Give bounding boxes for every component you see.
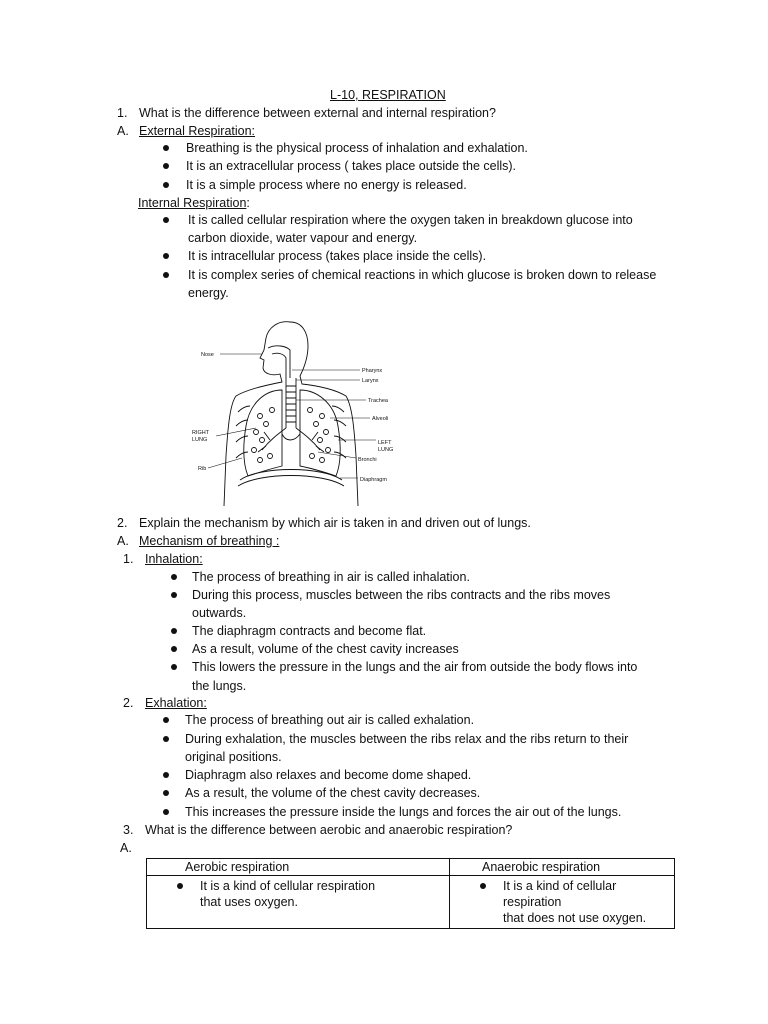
label-nose: Nose: [201, 352, 214, 358]
q2-answer-label: A.: [117, 534, 129, 548]
bullet: [163, 253, 169, 259]
bullet: [163, 272, 169, 278]
inhalation-heading: Inhalation:: [145, 552, 203, 566]
label-trachea: Trachea: [368, 398, 388, 404]
label-diaphragm: Diaphragm: [360, 477, 387, 483]
q1-number: 1.: [117, 106, 128, 120]
aerobic-line-1: It is a kind of cellular respiration: [200, 879, 376, 893]
anaerobic-line-1: It is a kind of cellular respiration: [503, 879, 617, 909]
exhalation-number: 2.: [123, 696, 134, 710]
internal-respiration-heading: [138, 196, 250, 211]
bullet: [171, 664, 177, 670]
bullet: [163, 809, 169, 815]
bullet: [163, 182, 169, 188]
label-left-lung-2: LUNG: [378, 447, 394, 453]
bullet: [171, 646, 177, 652]
table-header-anaerobic: Anaerobic respiration: [450, 859, 675, 876]
respiration-comparison-table: [146, 858, 675, 929]
exhalation-point-5: This increases the pressure inside the lungs and forces the air out of the lungs.: [185, 805, 622, 819]
exhalation-point-1: The process of breathing out air is called exhalation.: [185, 713, 475, 727]
table-header-aerobic: Aerobic respiration: [147, 859, 450, 876]
inhalation-point-5-line-2: the lungs.: [192, 679, 247, 693]
bullet: [163, 145, 169, 151]
external-point-1: Breathing is the physical process of inhalation and exhalation.: [186, 141, 528, 155]
label-alveoli: Alveoli: [372, 416, 389, 422]
table-cell-aerobic: [147, 876, 450, 929]
exhalation-heading: Exhalation:: [145, 696, 207, 710]
q1-question: What is the difference between external and internal respiration?: [139, 106, 496, 120]
anaerobic-line-2: that does not use oxygen.: [503, 911, 647, 925]
bullet: [163, 163, 169, 169]
external-point-2: It is an extracellular process ( takes place outside the cells).: [186, 159, 517, 173]
label-larynx: Larynx: [362, 378, 379, 384]
table-row: [147, 876, 675, 929]
page-title: L-10, RESPIRATION: [330, 88, 446, 102]
exhalation-point-2-line-2: original positions.: [185, 750, 282, 764]
internal-point-3-line-2: energy.: [188, 286, 229, 300]
bullet: [163, 772, 169, 778]
external-respiration-heading: External Respiration:: [139, 124, 256, 138]
bullet: [480, 883, 486, 889]
exhalation-point-4: As a result, the volume of the chest cavity decreases.: [185, 786, 481, 800]
inhalation-point-2-line-1: During this process, muscles between the ribs contracts and the ribs moves: [192, 588, 611, 602]
q2-question: Explain the mechanism by which air is taken in and driven out of lungs.: [139, 516, 531, 530]
bullet: [177, 883, 183, 889]
internal-heading-colon: :: [246, 196, 250, 210]
q3-answer-label: A.: [120, 841, 132, 855]
bullet: [163, 736, 169, 742]
exhalation-point-2-line-1: During exhalation, the muscles between the ribs relax and the ribs return to their: [185, 732, 629, 746]
bullet: [171, 574, 177, 580]
inhalation-point-3: The diaphragm contracts and become flat.: [192, 624, 427, 638]
internal-point-2: It is intracellular process (takes place inside the cells).: [188, 249, 487, 263]
q2-number: 2.: [117, 516, 128, 530]
bullet: [171, 628, 177, 634]
label-right-lung-2: LUNG: [192, 437, 208, 443]
label-rib: Rib: [198, 466, 207, 472]
aerobic-line-2: that uses oxygen.: [200, 895, 298, 909]
internal-point-3-line-1: It is complex series of chemical reactions in which glucose is broken down to release: [188, 268, 657, 282]
label-pharynx: Pharynx: [362, 368, 383, 374]
external-point-3: It is a simple process where no energy is released.: [186, 178, 467, 192]
label-left-lung-1: LEFT: [378, 440, 392, 446]
exhalation-point-3: Diaphragm also relaxes and become dome shaped.: [185, 768, 472, 782]
label-right-lung-1: RIGHT: [192, 430, 210, 436]
bullet: [163, 717, 169, 723]
internal-heading-text: Internal Respiration: [138, 196, 247, 210]
q3-number: 3.: [123, 823, 134, 837]
respiratory-system-diagram: [190, 316, 410, 508]
inhalation-number: 1.: [123, 552, 134, 566]
bullet: [163, 790, 169, 796]
internal-point-1-line-1: It is called cellular respiration where the oxygen taken in breakdown glucose into: [188, 213, 633, 227]
q1-answer-label: A.: [117, 124, 129, 138]
q3-question: What is the difference between aerobic and anaerobic respiration?: [145, 823, 513, 837]
bullet: [171, 592, 177, 598]
inhalation-point-2-line-2: outwards.: [192, 606, 247, 620]
label-bronchi: Bronchi: [358, 457, 377, 463]
inhalation-point-1: The process of breathing in air is called inhalation.: [192, 570, 470, 584]
internal-point-1-line-2: carbon dioxide, water vapour and energy.: [188, 231, 418, 245]
mechanism-heading: Mechanism of breathing :: [139, 534, 280, 548]
table-cell-anaerobic: [450, 876, 675, 929]
inhalation-point-5-line-1: This lowers the pressure in the lungs and the air from outside the body flows into: [192, 660, 638, 674]
inhalation-point-4: As a result, volume of the chest cavity increases: [192, 642, 459, 656]
table-header-row: [147, 859, 675, 876]
bullet: [163, 217, 169, 223]
